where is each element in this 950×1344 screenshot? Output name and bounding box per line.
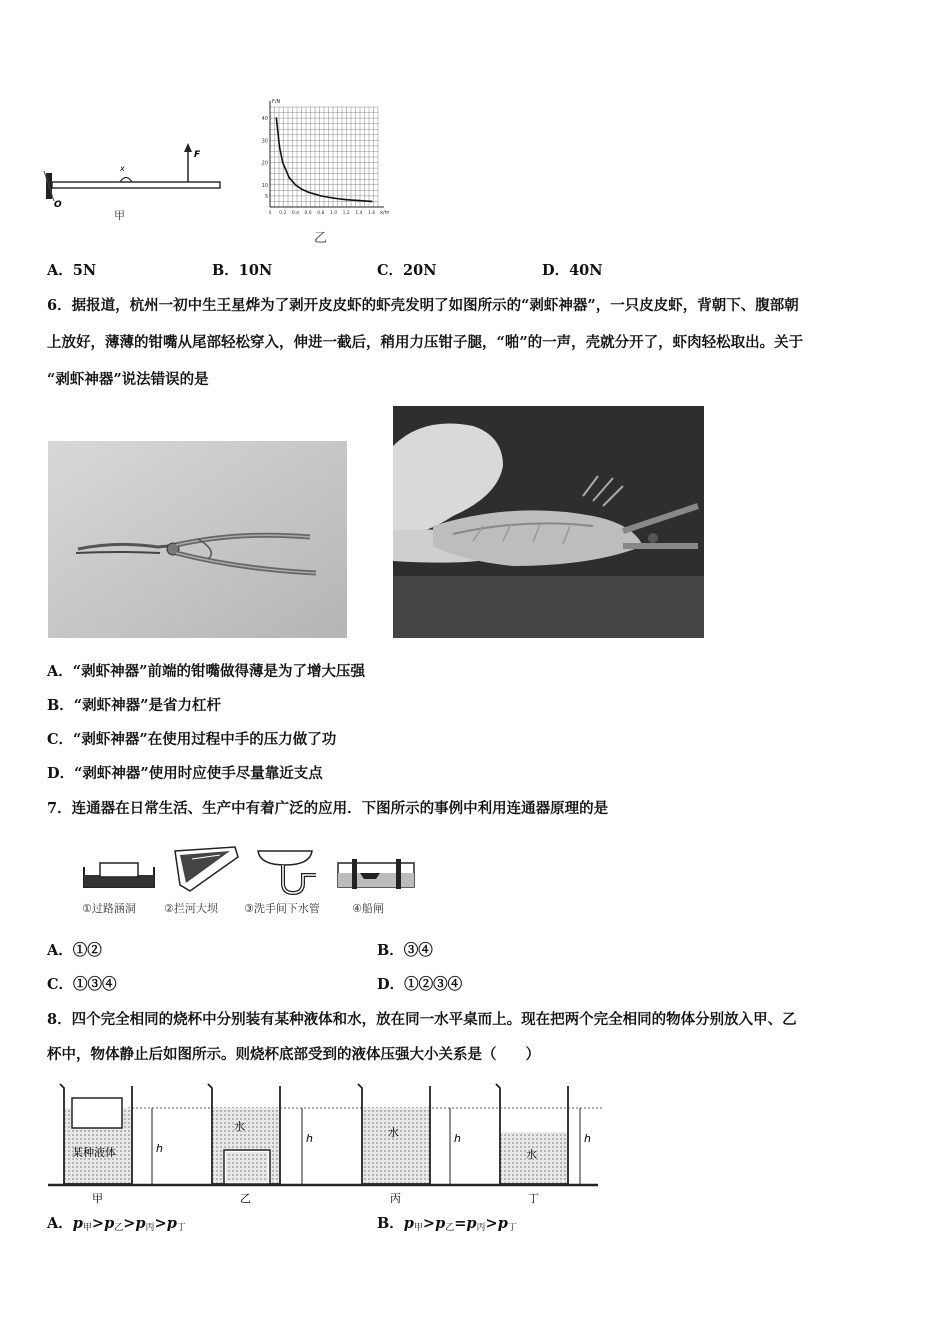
x-tick-label: 0 — [268, 211, 272, 216]
x-axis-label: x/m — [380, 210, 390, 216]
data-point — [333, 197, 335, 199]
beaker-label-bing: 丙 — [390, 1192, 401, 1204]
data-point — [320, 195, 322, 197]
q8-option-b[interactable]: B．$p_甲>p_乙=p_丙>p_丁$ — [377, 1215, 517, 1233]
connected-vessels-figure — [80, 845, 420, 920]
q6-stem-line2: 上放好，薄薄的钳嘴从尾部轻松穿入，伸进一截后，稍用力压钳子腿，“啪”的一声，壳就分开了，虾肉轻松取出。关于 — [47, 334, 804, 351]
x-tick-label: 0.4 — [291, 211, 299, 216]
object-jia — [72, 1098, 122, 1128]
beaker-label-jia: 甲 — [92, 1192, 103, 1204]
beaker-yi — [208, 1084, 313, 1184]
data-point — [282, 162, 284, 164]
liquid-label-ding: 水 — [526, 1148, 537, 1161]
beaker-label-yi: 乙 — [240, 1192, 251, 1204]
connected-vessels-drawings — [80, 845, 420, 903]
liquid-label-yi: 水 — [234, 1120, 245, 1133]
shrimp-peeling-photo — [393, 406, 704, 638]
data-point — [288, 177, 290, 179]
q7-option-d[interactable]: D．①②③④ — [377, 976, 463, 993]
force-graph-figure — [252, 95, 392, 250]
y-tick-label: 10 — [261, 182, 268, 189]
x-tick-label: 1.6 — [368, 211, 376, 216]
y-axis-label: F/N — [272, 99, 281, 105]
x-tick-label: 1.4 — [355, 211, 363, 216]
x-tick-label: 0.6 — [304, 211, 312, 216]
x-label: x — [120, 164, 125, 173]
x-tick-label: 1.2 — [342, 211, 350, 216]
q6-stem-line3: “剥虾神器”说法错误的是 — [47, 371, 209, 388]
beaker-bing — [358, 1084, 461, 1184]
data-point — [275, 117, 277, 119]
q6-option-d[interactable]: D．“剥虾神器”使用时应使手尽量靠近支点 — [47, 765, 323, 782]
hand-shrimp-illustration — [393, 406, 704, 638]
culvert-drawing — [84, 863, 154, 887]
q5-option-a[interactable]: A．5N — [47, 262, 97, 279]
q7-stem: 7．连通器在日常生活、生产中有着广泛的应用．下图所示的事例中利用连通器原理的是 — [47, 800, 609, 817]
q6-stem-line1: 6．据报道，杭州一初中生王星烨为了剥开皮皮虾的虾壳发明了如图所示的“剥虾神器”，一只皮皮虾，背朝下、腹部朝 — [47, 297, 799, 314]
x-tick-label: 0.8 — [317, 211, 325, 216]
q8-stem-line2: 杯中，物体静止后如图所示。则烧杯底部受到的液体压强大小关系是（ ） — [47, 1046, 540, 1063]
pivot-label: O — [54, 200, 62, 210]
liquid-label-jia: 某种液体 — [72, 1146, 116, 1159]
fig-b-caption: 乙 — [314, 231, 328, 246]
sink-trap-drawing — [258, 851, 316, 893]
y-tick-label: 30 — [261, 138, 268, 145]
y-tick-label: 20 — [261, 160, 268, 167]
lever-figure — [40, 135, 230, 230]
q6-option-a[interactable]: A．“剥虾神器”前端的钳嘴做得薄是为了增大压强 — [47, 663, 365, 680]
pliers-illustration — [48, 441, 347, 638]
h-label-jia: h — [156, 1142, 163, 1155]
lever-diagram — [40, 135, 230, 230]
caption-lock: ④船闸 — [352, 902, 384, 915]
beaker-ding — [496, 1084, 591, 1184]
x-tick-label: 1.0 — [329, 211, 338, 216]
q5-option-d[interactable]: D．40N — [542, 262, 603, 279]
data-point — [295, 184, 297, 186]
shrimp-tool-photo — [48, 441, 347, 638]
q5-option-b[interactable]: B．10N — [212, 262, 273, 279]
y-tick-label: 40 — [261, 116, 268, 123]
q8-option-a[interactable]: A．$p_甲>p_乙>p_丙>p_丁$ — [47, 1215, 186, 1233]
q8-stem-line1: 8．四个完全相同的烧杯中分别装有某种液体和水，放在同一水平桌而上。现在把两个完全相同的物体分别放入甲、乙 — [47, 1011, 797, 1028]
data-point — [301, 188, 303, 190]
data-point — [345, 199, 347, 201]
data-point — [358, 200, 360, 202]
caption-sink: ③洗手间下水管 — [244, 902, 320, 915]
h-label-yi: h — [306, 1132, 313, 1145]
x-tick-label: 0.2 — [279, 211, 287, 216]
dam-drawing — [175, 847, 238, 891]
q6-option-b[interactable]: B．“剥虾神器”是省力杠杆 — [47, 697, 221, 714]
h-label-bing: h — [454, 1132, 461, 1145]
q7-option-a[interactable]: A．①② — [47, 942, 102, 959]
f-label: F — [194, 150, 201, 160]
data-point — [279, 146, 281, 148]
lever-rod — [52, 182, 220, 188]
data-point — [307, 191, 309, 193]
liquid-label-bing: 水 — [388, 1126, 399, 1139]
fig-a-caption: 甲 — [114, 209, 125, 222]
caption-dam: ②拦河大坝 — [164, 902, 218, 915]
beaker-jia — [60, 1084, 163, 1184]
data-point — [371, 201, 373, 203]
force-distance-chart — [252, 95, 392, 223]
caption-culvert: ①过路涵洞 — [82, 902, 136, 915]
q6-option-c[interactable]: C．“剥虾神器”在使用过程中手的压力做了功 — [47, 731, 337, 748]
beakers-diagram — [48, 1078, 604, 1204]
y-tick-label: 5 — [264, 193, 268, 200]
q7-option-b[interactable]: B．③④ — [377, 942, 433, 959]
q7-option-c[interactable]: C．①③④ — [47, 976, 117, 993]
q5-option-c[interactable]: C．20N — [377, 262, 437, 279]
beaker-label-ding: 丁 — [528, 1192, 539, 1204]
ship-lock-drawing — [338, 859, 414, 889]
beakers-figure — [48, 1078, 604, 1204]
h-label-ding: h — [584, 1132, 591, 1145]
